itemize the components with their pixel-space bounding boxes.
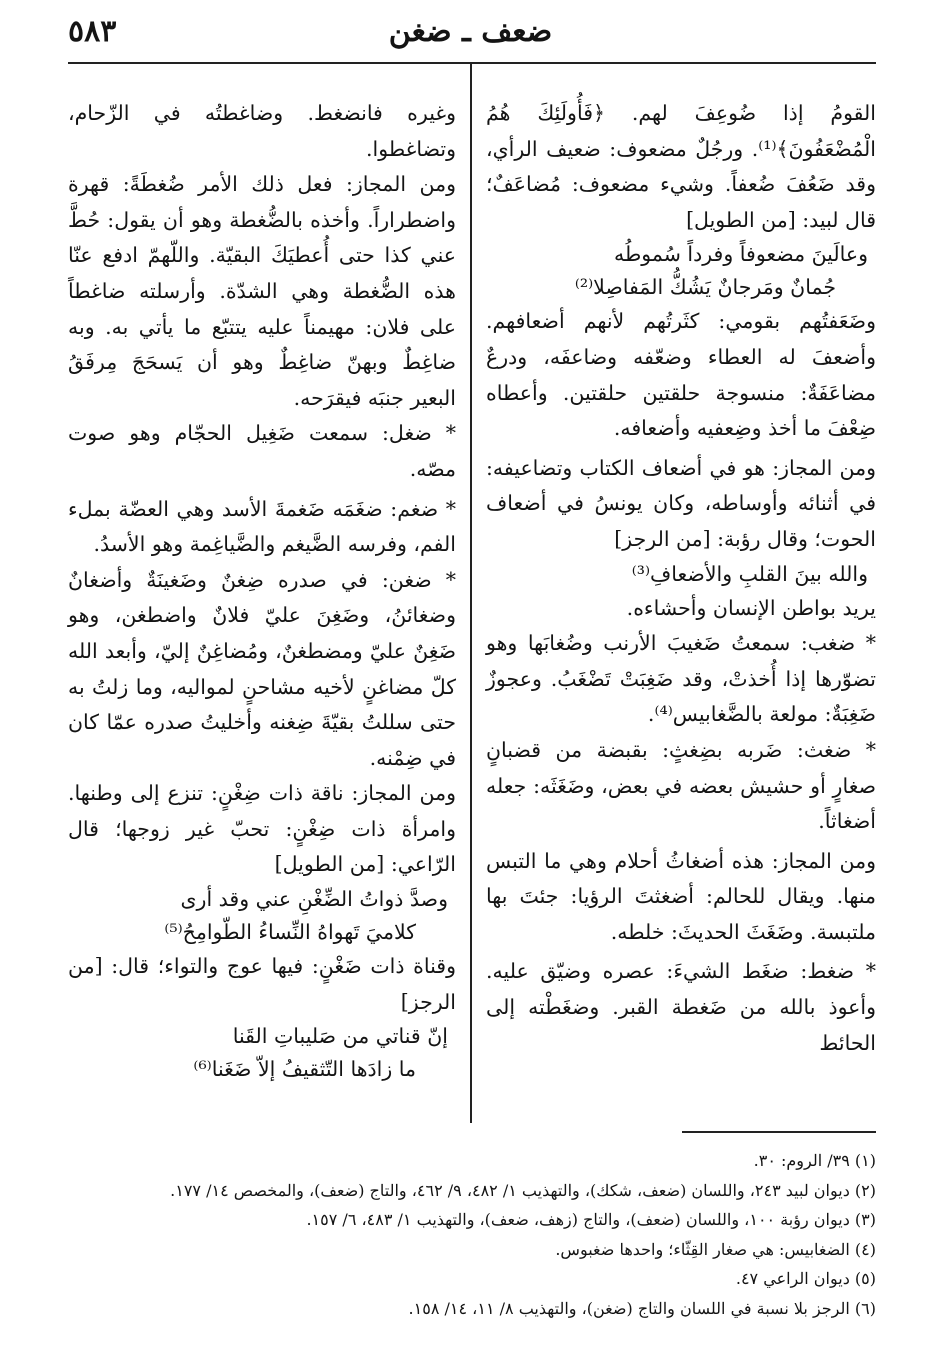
paragraph: وغيره فانضغط. وضاغطتُه في الزّحام، وتضاغطوا. (68, 101, 456, 161)
right-column (486, 96, 876, 1061)
verse-line: إنّ قناتي من صَليباتِ القَنا (232, 1024, 448, 1049)
column-divider (470, 63, 472, 1123)
entry-dagh-l: * ضغل: سمعت ضَغِيل الحجّام وهو صوت مصّه. (68, 421, 456, 481)
entry-dagh-b: * ضغب: سمعتُ ضَغيبَ الأرنب وضُغابَها وهو تضوّرها إذا أُخذتْ، وقد ضَغِبَتْ تَضْغَبُ. وعجوزٌ ضَغِبَةٌ: مولعة بالضَّغابيس⁽⁴⁾. (486, 631, 876, 727)
verse-line: كلاميَ تَهواهُ النِّساءُ الطّوامِحُ⁽⁵⁾ (164, 920, 416, 945)
page-number: ٥٨٣ (68, 14, 117, 49)
page-header (0, 0, 941, 62)
footnote: (٥) ديوان الراعي ٤٧. (735, 1269, 876, 1288)
paragraph: ومن المجاز: هو في أضعاف الكتاب وتضاعيفه: في أثنائه وأوساطه، وكان يونسُ في أضعاف الحوت؛ وقال رؤبة: [من الرجز] (486, 455, 876, 551)
footnotes (80, 1146, 876, 1323)
entry-dagh-n: * ضغن: في صدره ضِغنٌ وضَغينَةٌ وأضغانٌ وضغائنُ، وضَغِنَ عليّ فلانٌ واضطغن، وهو ضَغِنٌ عليّ ومضطغنٌ، ومُضاغِنٌ إليّ، وأبعد الله كلّ مضاغنٍ لأخيه مشاحنٍ لمواليه، وما زلتُ به حتى سللتُ بقيّةَ ضِغنه وأخليتُ صدره عمّا كان في ضِمْنه. (68, 567, 456, 770)
entry-dagh-m: * ضغم: ضغَمَه ضَغمةَ الأسد وهي العضّة بملء الفم، وفرسه الضَّيغم والضَّياغِمة وهو الأسدُ. (68, 496, 456, 557)
verse-line: والله بينَ القلبِ والأضعافِ⁽³⁾ (631, 561, 868, 586)
verse-line: وعالَينَ مضعوفاً وفرداً سُموطُه (613, 242, 868, 267)
paragraph: ومن المجاز: فعل ذلك الأمر ضُغطَةً: قهرة واضطراراً. وأخذه بالضُّغطة وهو أن يقول: حُطَّ عني كذا حتى أُعطيَكَ البقيّة. واللّهمّ ادفع عنّا هذه الضُّغطة وهي الشدّة. وأرسلته ضاغطاً على فلان: مهيمناً عليه يتتبّع ما يأتي به. وبه ضاغِطٌ وبهنّ ضاغِطٌ وهو أن يَسحَجَ مِرفَقُ البعير جنبَه فيقرَحه. (68, 172, 456, 410)
footnote-rule (682, 1131, 876, 1133)
left-column (68, 96, 456, 1086)
paragraph: يريد بواطن الإنسان وأحشاءه. (626, 595, 876, 620)
header-rule (68, 62, 876, 64)
footnote: (٣) ديوان رؤبة ١٠٠، واللسان (ضعف)، والتاج (زهف، ضعف)، والتهذيب ١/ ٤٨٣، ٦/ ١٥٧. (306, 1210, 876, 1229)
verse-line: وصدَّ ذواتُ الضِّغْنِ عني وقد أرى (180, 887, 448, 912)
footnote: (٢) ديوان لبيد ٢٤٣، واللسان (ضعف، شكك)، والتهذيب ١/ ٤٨٢، ٩/ ٤٦٢، والتاج (ضعف)، والمخصص ١٤/ ١٧٧. (170, 1180, 876, 1200)
entry-dagh-th: * ضغث: ضَربه بضِغثٍ: بقبضة من قضبانٍ صغارٍ أو حشيش بعضه في بعض، وضَغَثَه: جعله أضغاثاً. (486, 737, 876, 834)
footnote: (١) ٣٩/ الروم: ٣٠. (753, 1151, 876, 1170)
paragraph: ومن المجاز: هذه أضغاثُ أحلام وهي ما التبس منها. ويقال للحالم: أضغثتَ الرؤيا: جئتَ بها ملتبسة. وضَغَثَ الحديثَ: خلطه. (486, 848, 876, 944)
verse-line: ما زادَها التّثقيفُ إلاّ ضَغَنا⁽⁶⁾ (193, 1057, 416, 1082)
page-title: ضعف ـ ضغن (388, 14, 553, 49)
paragraph: ومن المجاز: ناقة ذات ضِغْنٍ: تنزع إلى وطنها. وامرأة ذات ضِغْنٍ: تحبّ غير زوجها؛ قال الرّاعي: [من الطويل] (68, 781, 456, 877)
entry-dagh-t: * ضغط: ضغَط الشيءَ: عصره وضيّق عليه. وأعوذ بالله من ضَغطة القبر. وضغَطْته إلى الحائط (486, 959, 876, 1055)
footnote: (٤) الضغابيس: هي صغار القِثّاء؛ واحدها ضغبوس. (555, 1239, 876, 1259)
paragraph: القومُ إذا ضُوعِفَ لهم. ﴿فَأُولَئِكَ هُمُ الْمُضْعَفُونَ﴾⁽¹⁾. ورجُلٌ مضعوف: ضعيف الرأي، وقد ضَعُفَ ضُعفاً. وشيء مضعوف: مُضاعَفٌ؛ قال لبيد: [من الطويل] (486, 101, 876, 232)
footnote: (٦) الرجز بلا نسبة في اللسان والتاج (ضغن)، والتهذيب ٨/ ١١، ١٤/ ١٥٨. (408, 1298, 876, 1318)
paragraph: وضَعَفتُهم بقومي: كثَرتُهم لأنهم أضعافهم. وأضعفَ له العطاء وضعّفه وضاعفَه، ودرعٌ مضاعَفَةٌ: منسوجة حلقتين حلقتين. وأعطاه ضِعْفَ ما أخذ وضِعفيه وأضعافه. (486, 309, 876, 441)
verse-line: جُمانٌ ومَرجانٌ يَشُكُّ المَفاصِلا⁽²⁾ (574, 275, 836, 300)
paragraph: وقناة ذات ضَغْنٍ: فيها عوج والتواء؛ قال: [من الرجز] (68, 954, 456, 1014)
